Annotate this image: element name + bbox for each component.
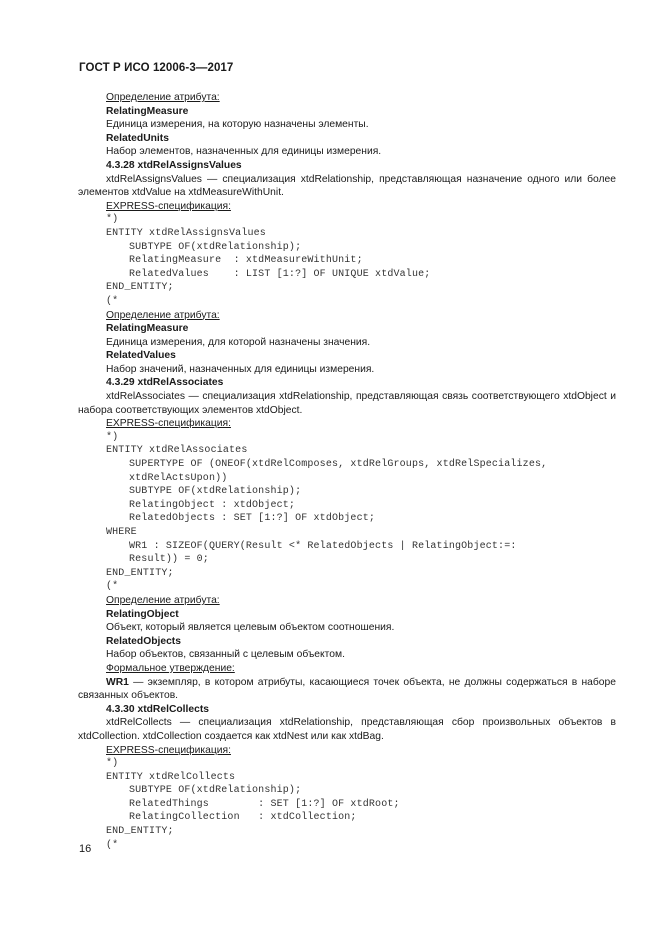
code-line: xtdRelActsUpon)) [129, 472, 228, 484]
code-line: END_ENTITY; [106, 282, 174, 294]
code-line: (* [106, 295, 119, 307]
code-line: SUBTYPE OF(xtdRelationship); [129, 486, 302, 498]
code-line: WR1 : SIZEOF(QUERY(Result <* RelatedObjects | RelatingObject:=: [129, 540, 517, 552]
code-line: RelatingObject : xtdObject; [129, 499, 296, 511]
document-body [78, 91, 616, 852]
attribute-description: Набор элементов, назначенных для единицы измерения. [106, 146, 382, 158]
code-line: ENTITY xtdRelAssignsValues [106, 227, 266, 239]
code-line: (* [106, 581, 119, 593]
attribute-definition-heading: Определение атрибута: [106, 594, 220, 606]
attribute-name: RelatingMeasure [106, 323, 189, 335]
rule-label: WR1 [106, 676, 129, 688]
code-line: RelatedThings : SET [1:?] OF xtdRoot; [129, 798, 400, 810]
code-line: WHERE [106, 527, 137, 538]
page-number: 16 [79, 843, 92, 855]
attribute-name: RelatedValues [106, 350, 176, 362]
code-line: END_ENTITY; [106, 567, 174, 579]
code-line: RelatedValues : LIST [1:?] OF UNIQUE xtdValue; [129, 268, 431, 280]
section-heading-4-3-28: 4.3.28 xtdRelAssignsValues [106, 159, 242, 171]
section-paragraph: xtdRelCollects — специализация xtdRelationship, представляющая сбор произвольных объектов в xtdCollection. xtdCollection создается как xtdNest или как xtdBag. [78, 717, 616, 742]
code-line: RelatingMeasure : xtdMeasureWithUnit; [129, 255, 363, 267]
formal-proposition-text [78, 676, 616, 703]
attribute-description: Единица измерения, для которой назначены значения. [106, 336, 371, 348]
code-line: Result)) = 0; [129, 554, 209, 566]
attribute-description: Единица измерения, на которую назначены элементы. [106, 119, 369, 131]
code-line: SUBTYPE OF(xtdRelationship); [129, 785, 302, 797]
express-spec-heading: EXPRESS-спецификация: [106, 418, 231, 430]
code-line: (* [106, 839, 119, 851]
code-line: RelatedObjects : SET [1:?] OF xtdObject; [129, 513, 376, 525]
code-line: END_ENTITY; [106, 826, 174, 838]
attribute-description: Набор объектов, связанный с целевым объектом. [106, 649, 345, 661]
section-heading-4-3-30: 4.3.30 xtdRelCollects [106, 703, 210, 715]
attribute-name: RelatingMeasure [106, 105, 189, 117]
formal-proposition-heading: Формальное утверждение: [106, 662, 235, 674]
attribute-name: RelatedUnits [106, 132, 169, 144]
attribute-name: RelatedObjects [106, 635, 181, 647]
code-line: *) [106, 214, 119, 226]
code-line: ENTITY xtdRelCollects [106, 771, 236, 783]
section-paragraph: xtdRelAssociates — специализация xtdRelationship, представляющая связь соответствующего xtdObject и набора соответствующих элементов xtdObject. [78, 391, 616, 416]
code-line: RelatingCollection : xtdCollection; [129, 812, 357, 824]
code-line: *) [106, 431, 119, 443]
code-line: SUPERTYPE OF (ONEOF(xtdRelComposes, xtdRelGroups, xtdRelSpecializes, [129, 459, 548, 471]
attribute-definition-heading: Определение атрибута: [106, 92, 220, 103]
code-line: ENTITY xtdRelAssociates [106, 445, 248, 457]
rule-text: — экземпляр, в котором атрибуты, касающиеся точек объекта, не должны содержаться в наборе связанных объектов. [78, 676, 616, 702]
express-spec-heading: EXPRESS-спецификация: [106, 200, 231, 212]
document-header: ГОСТ Р ИСО 12006-3—2017 [79, 62, 234, 74]
express-spec-heading: EXPRESS-спецификация: [106, 744, 231, 756]
attribute-description: Объект, который является целевым объектом соотношения. [106, 622, 395, 634]
code-line: SUBTYPE OF(xtdRelationship); [129, 241, 302, 253]
section-paragraph: xtdRelAssignsValues — специализация xtdRelationship, представляющая назначение одного или более элементов xtdValue на xtdMeasureWithUnit. [78, 173, 616, 199]
attribute-definition-heading: Определение атрибута: [106, 309, 220, 321]
attribute-description: Набор значений, назначенных для единицы измерения. [106, 363, 375, 375]
code-line: *) [106, 758, 119, 770]
attribute-name: RelatingObject [106, 608, 179, 620]
section-heading-4-3-29: 4.3.29 xtdRelAssociates [106, 377, 224, 389]
